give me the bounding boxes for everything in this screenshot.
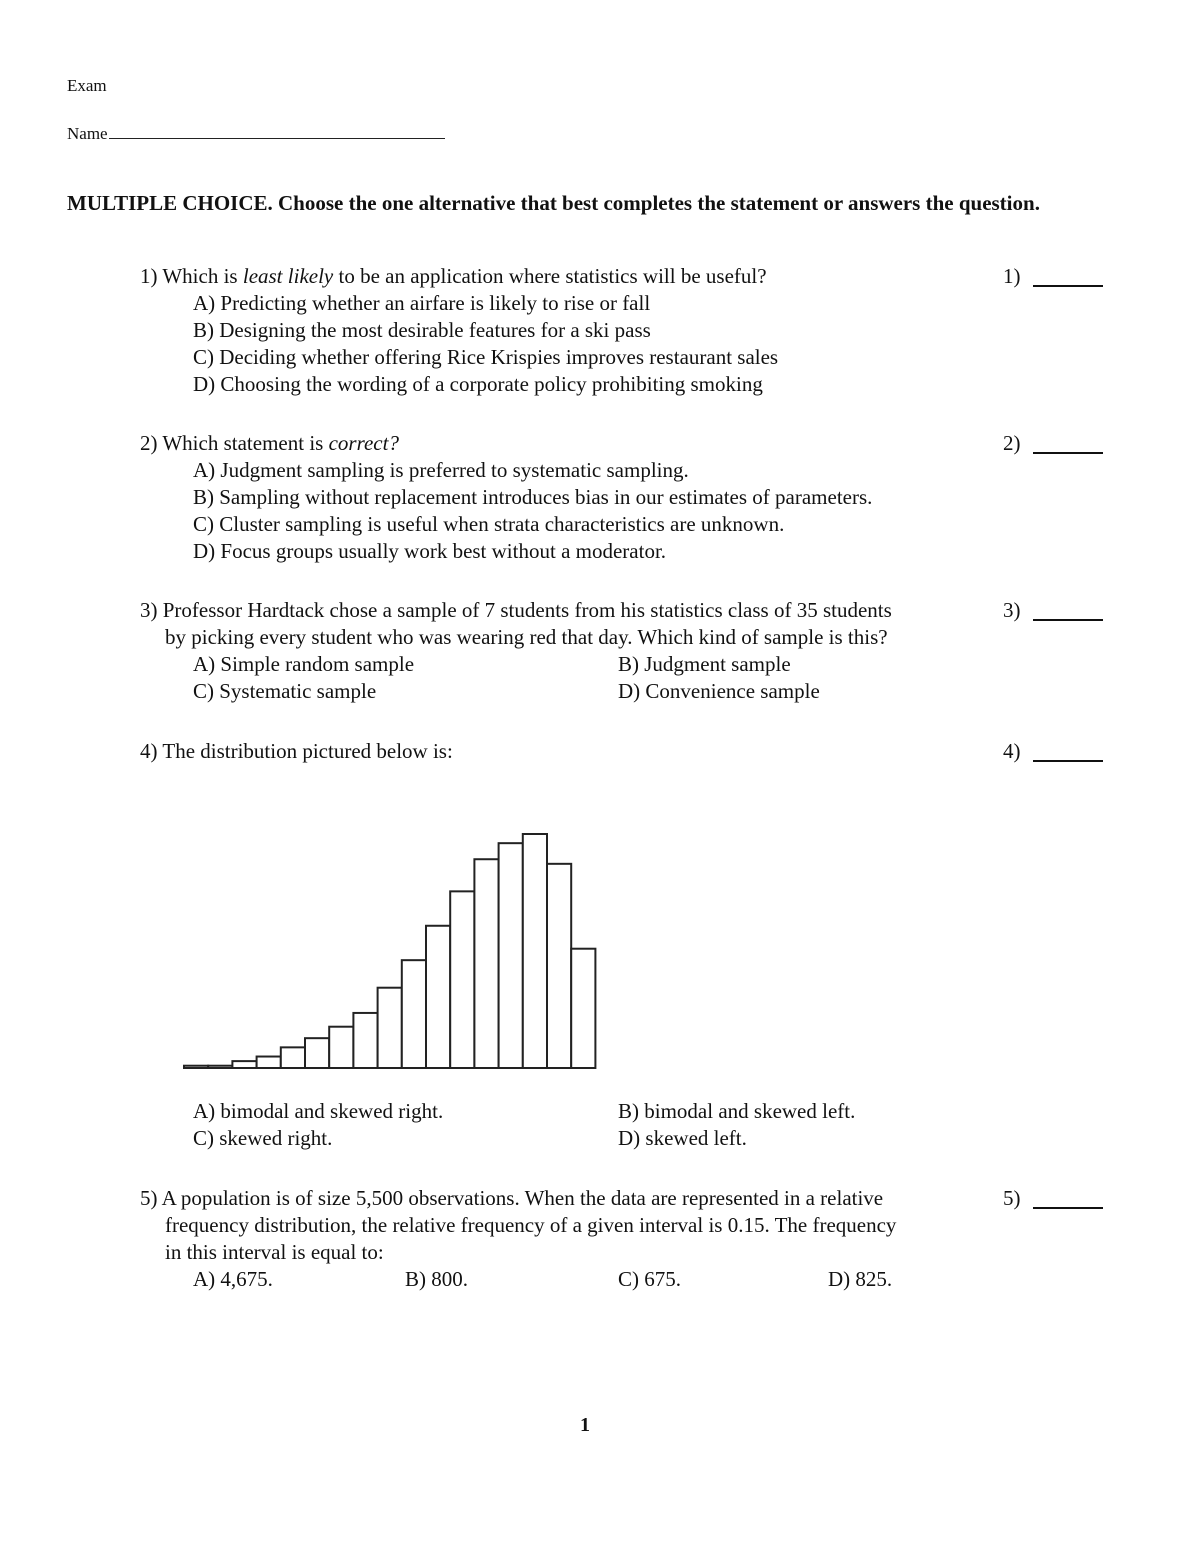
histogram-bar-9 [378,988,402,1068]
name-label: Name [67,124,108,143]
question-4-option-b[interactable]: B) bimodal and skewed left. [618,1099,856,1123]
question-2-option-a[interactable]: A) Judgment sampling is preferred to systematic sampling. [193,458,689,482]
histogram-bar-10 [402,960,426,1068]
question-2-option-c[interactable]: C) Cluster sampling is useful when strata characteristics are unknown. [193,512,785,536]
question-3-answer-blank[interactable] [1033,619,1103,621]
question-4-option-c[interactable]: C) skewed right. [193,1126,333,1150]
question-5-option-b[interactable]: B) 800. [405,1267,468,1291]
question-2-option-b[interactable]: B) Sampling without replacement introduces bias in our estimates of parameters. [193,485,873,509]
histogram-bar-13 [474,859,498,1068]
question-5-option-d[interactable]: D) 825. [828,1267,893,1291]
question-1-option-d[interactable]: D) Choosing the wording of a corporate policy prohibiting smoking [193,372,763,396]
question-1-stem-emphasis: least likely [242,264,334,288]
exam-label: Exam [67,76,107,95]
question-3-option-d[interactable]: D) Convenience sample [618,679,820,703]
histogram-bar-6 [305,1038,329,1068]
question-1-option-a[interactable]: A) Predicting whether an airfare is likely to rise or fall [193,291,651,315]
page-number: 1 [580,1414,590,1436]
question-5-answer-number: 5) [1003,1186,1021,1210]
question-5-answer-blank[interactable] [1033,1207,1103,1209]
question-5-option-c[interactable]: C) 675. [618,1267,681,1291]
question-3-answer-number: 3) [1003,598,1021,622]
histogram-bar-3 [232,1061,256,1068]
histogram-bar-7 [329,1027,353,1068]
question-3-option-c[interactable]: C) Systematic sample [193,679,377,703]
section-instructions: MULTIPLE CHOICE. Choose the one alternative that best completes the statement or answers the question. [67,191,1040,215]
question-3-option-a[interactable]: A) Simple random sample [193,652,415,676]
question-1-stem-before: 1) Which is [140,264,243,288]
histogram-bar-17 [571,949,595,1068]
question-2-stem-before: 2) Which statement is [140,431,329,455]
histogram-bar-5 [281,1047,305,1068]
histogram-bar-11 [426,926,450,1068]
question-4-option-d[interactable]: D) skewed left. [618,1126,747,1150]
question-5-stem-line-1: 5) A population is of size 5,500 observations. When the data are represented in a relative [140,1186,884,1210]
question-1-answer-number: 1) [1003,264,1021,288]
question-3-stem-line-1: 3) Professor Hardtack chose a sample of 7 students from his statistics class of 35 students [140,598,892,622]
question-4-answer-number: 4) [1003,739,1021,763]
histogram-bar-14 [499,843,523,1068]
question-1-option-c[interactable]: C) Deciding whether offering Rice Krispies improves restaurant sales [193,345,779,369]
question-3-option-b[interactable]: B) Judgment sample [618,652,791,676]
question-4-option-a[interactable]: A) bimodal and skewed right. [193,1099,444,1123]
question-1-stem-after: to be an application where statistics will be useful? [333,264,767,288]
question-1-option-b[interactable]: B) Designing the most desirable features for a ski pass [193,318,651,342]
name-blank-line[interactable] [109,122,445,139]
histogram-bar-16 [547,864,571,1068]
question-4-answer-blank[interactable] [1033,760,1103,762]
histogram-bar-1 [184,1066,208,1068]
name-field-row [67,122,445,144]
question-1-stem [140,263,767,290]
histogram-bar-15 [523,834,547,1068]
question-1-answer-blank[interactable] [1033,285,1103,287]
histogram-bar-2 [208,1066,232,1068]
question-2-stem-emphasis: correct? [328,431,399,455]
question-4-stem: 4) The distribution pictured below is: [140,739,453,763]
question-5-stem-line-3: in this interval is equal to: [165,1240,384,1264]
distribution-histogram [170,820,610,1080]
question-2-answer-number: 2) [1003,431,1021,455]
question-5-option-a[interactable]: A) 4,675. [193,1267,273,1291]
question-2-stem [140,430,399,457]
question-2-option-d[interactable]: D) Focus groups usually work best without a moderator. [193,539,667,563]
question-3-stem-line-2: by picking every student who was wearing red that day. Which kind of sample is this? [165,625,888,649]
histogram-bar-4 [257,1057,281,1068]
question-2-answer-blank[interactable] [1033,452,1103,454]
question-5-stem-line-2: frequency distribution, the relative frequency of a given interval is 0.15. The frequency [165,1213,897,1237]
histogram-bar-8 [353,1013,377,1068]
histogram-bar-12 [450,891,474,1068]
